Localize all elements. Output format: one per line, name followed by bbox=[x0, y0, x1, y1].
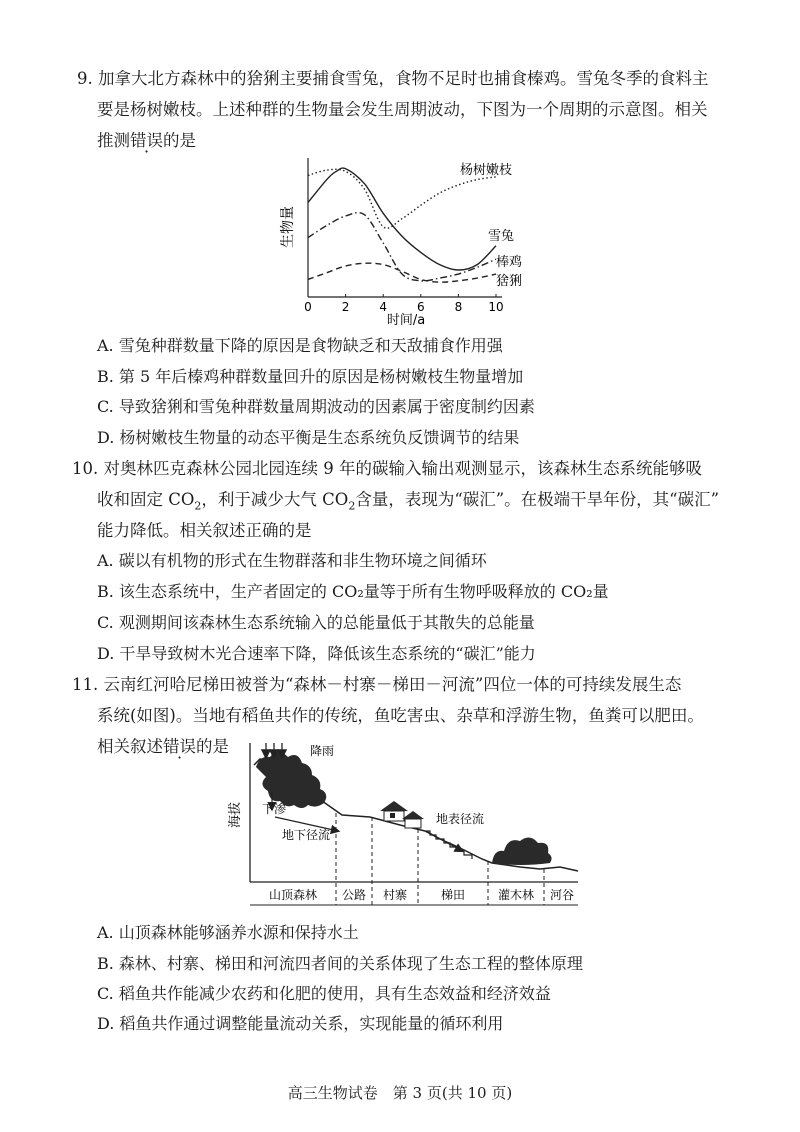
q9-emphasis-error: 错误 bbox=[130, 131, 163, 150]
chart-series bbox=[308, 168, 496, 282]
x-tick-label: 0 bbox=[304, 300, 312, 314]
rain-label: 降雨 bbox=[310, 744, 335, 758]
zone-label-forest: 山顶森林 bbox=[268, 888, 318, 902]
page-footer: 高三生物试卷 第 3 页(共 10 页) bbox=[287, 1084, 513, 1102]
q10-line2-sub1: 2 bbox=[194, 499, 202, 513]
q11-terrain-diagram bbox=[230, 735, 590, 915]
chart-xlabel: 时间/a bbox=[386, 313, 426, 328]
q10-stem-line3: 能力降低。相关叙述正确的是 bbox=[97, 521, 312, 540]
chart-ylabel: 生物量 bbox=[280, 206, 296, 248]
q9-stem-pre: 推测 bbox=[97, 131, 130, 150]
q10-number: 10. bbox=[72, 459, 99, 478]
q9-stem-line3 bbox=[97, 130, 196, 152]
surface-runoff-label: 地表径流 bbox=[436, 812, 485, 826]
zone-label-shrub: 灌木林 bbox=[497, 888, 535, 902]
x-tick-label: 2 bbox=[341, 300, 350, 314]
diagram-ylabel: 海拔 bbox=[228, 801, 243, 829]
q11-option-c: C. 稻鱼共作能减少农药和化肥的使用，具有生态效益和经济效益 bbox=[97, 984, 551, 1003]
q10-stem-line2 bbox=[97, 489, 719, 517]
q9-option-c: C. 导致猞猁和雪兔种群数量周期波动的因素属于密度制约因素 bbox=[97, 397, 535, 416]
zone-label-terrace: 梯田 bbox=[440, 888, 466, 902]
q10-option-a: A. 碳以有机物的形式在生物群落和非生物环境之间循环 bbox=[97, 551, 487, 570]
q9-option-d: D. 杨树嫩枝生物量的动态平衡是生态系统负反馈调节的结果 bbox=[97, 428, 520, 447]
q10-line2-b: ，利于减少大气 CO bbox=[201, 490, 349, 509]
legend-label-grouse: 棒鸡 bbox=[496, 255, 523, 270]
q9-stem-line1: 加拿大北方森林中的猞猁主要捕食雪兔，食物不足时也捕食榛鸡。雪兔冬季的食料主 bbox=[98, 69, 709, 88]
x-tick-label: 8 bbox=[454, 300, 463, 314]
series-line-2 bbox=[308, 213, 496, 281]
q11-option-a: A. 山顶森林能够涵养水源和保持水土 bbox=[97, 923, 359, 942]
q10-line2-a: 收和固定 CO bbox=[97, 490, 195, 509]
q10-option-c: C. 观测期间该森林生态系统输入的总能量低于其散失的总能量 bbox=[97, 613, 535, 632]
q11-stem-post: 的是 bbox=[196, 737, 229, 756]
q10-option-d: D. 干旱导致树木光合速率下降，降低该生态系统的“碳汇”能力 bbox=[97, 644, 536, 663]
q11-emphasis-error: 错误 bbox=[163, 737, 196, 756]
surface-runoff-arrow bbox=[426, 831, 462, 851]
zone-label-village: 村寨 bbox=[382, 888, 408, 902]
q10-stem-line1: 对奥林匹克森林公园北园连续 9 年的碳输入输出观测显示，该森林生态系统能够吸 bbox=[103, 459, 702, 478]
zone-label-road: 公路 bbox=[341, 888, 367, 902]
q9-stem-line2: 要是杨树嫩枝。上述种群的生物量会发生周期波动，下图为一个周期的示意图。相关 bbox=[97, 100, 708, 119]
legend-label-lynx: 猞猁 bbox=[496, 274, 523, 289]
x-tick-label: 6 bbox=[416, 300, 425, 314]
q9-option-b: B. 第 5 年后榛鸡种群数量回升的原因是杨树嫩枝生物量增加 bbox=[97, 367, 524, 386]
legend-label-hare: 雪兔 bbox=[488, 229, 515, 244]
q10-line2-c: 含量，表现为“碳汇”。在极端干旱年份，其“碳汇” bbox=[355, 490, 720, 509]
q11-line1 bbox=[72, 674, 681, 696]
q9-option-a: A. 雪兔种群数量下降的原因是食物缺乏和天敌捕食作用强 bbox=[97, 336, 503, 355]
seep-label: 下渗 bbox=[262, 802, 287, 816]
q11-option-b: B. 森林、村寨、梯田和河流四者间的关系体现了生态工程的整体原理 bbox=[97, 954, 583, 973]
q11-number: 11. bbox=[72, 675, 99, 694]
shrubland bbox=[492, 837, 552, 865]
legend-label-poplar: 杨树嫩枝 bbox=[460, 163, 513, 178]
q11-stem-line2: 系统(如图)。当地有稻鱼共作的传统，鱼吃害虫、杂草和浮游生物，鱼粪可以肥田。 bbox=[97, 706, 704, 725]
forest-canopy bbox=[256, 752, 326, 808]
q11-stem-pre: 相关叙述 bbox=[97, 737, 163, 756]
groundwater-label: 地下径流 bbox=[282, 828, 331, 842]
q10-line1 bbox=[72, 458, 702, 480]
q10-line2-sub2: 2 bbox=[348, 499, 356, 513]
q10-option-b: B. 该生态系统中，生产者固定的 CO₂量等于所有生物呼吸释放的 CO₂量 bbox=[97, 582, 609, 601]
q9-line1 bbox=[77, 68, 709, 90]
village-houses bbox=[380, 801, 424, 828]
q9-stem-post: 的是 bbox=[163, 131, 196, 150]
q11-option-d: D. 稻鱼共作通过调整能量流动关系，实现能量的循环利用 bbox=[97, 1014, 504, 1033]
q9-chart bbox=[270, 150, 560, 335]
series-line-3 bbox=[308, 263, 496, 282]
q11-stem-line1: 云南红河哈尼梯田被誉为“森林－村寨－梯田－河流”四位一体的可持续发展生态 bbox=[103, 675, 682, 694]
q11-stem-line3 bbox=[97, 736, 229, 758]
x-tick-label: 10 bbox=[488, 300, 504, 314]
q9-number: 9. bbox=[77, 69, 93, 88]
zone-label-valley: 河谷 bbox=[549, 888, 575, 902]
x-tick-label: 4 bbox=[379, 300, 388, 314]
